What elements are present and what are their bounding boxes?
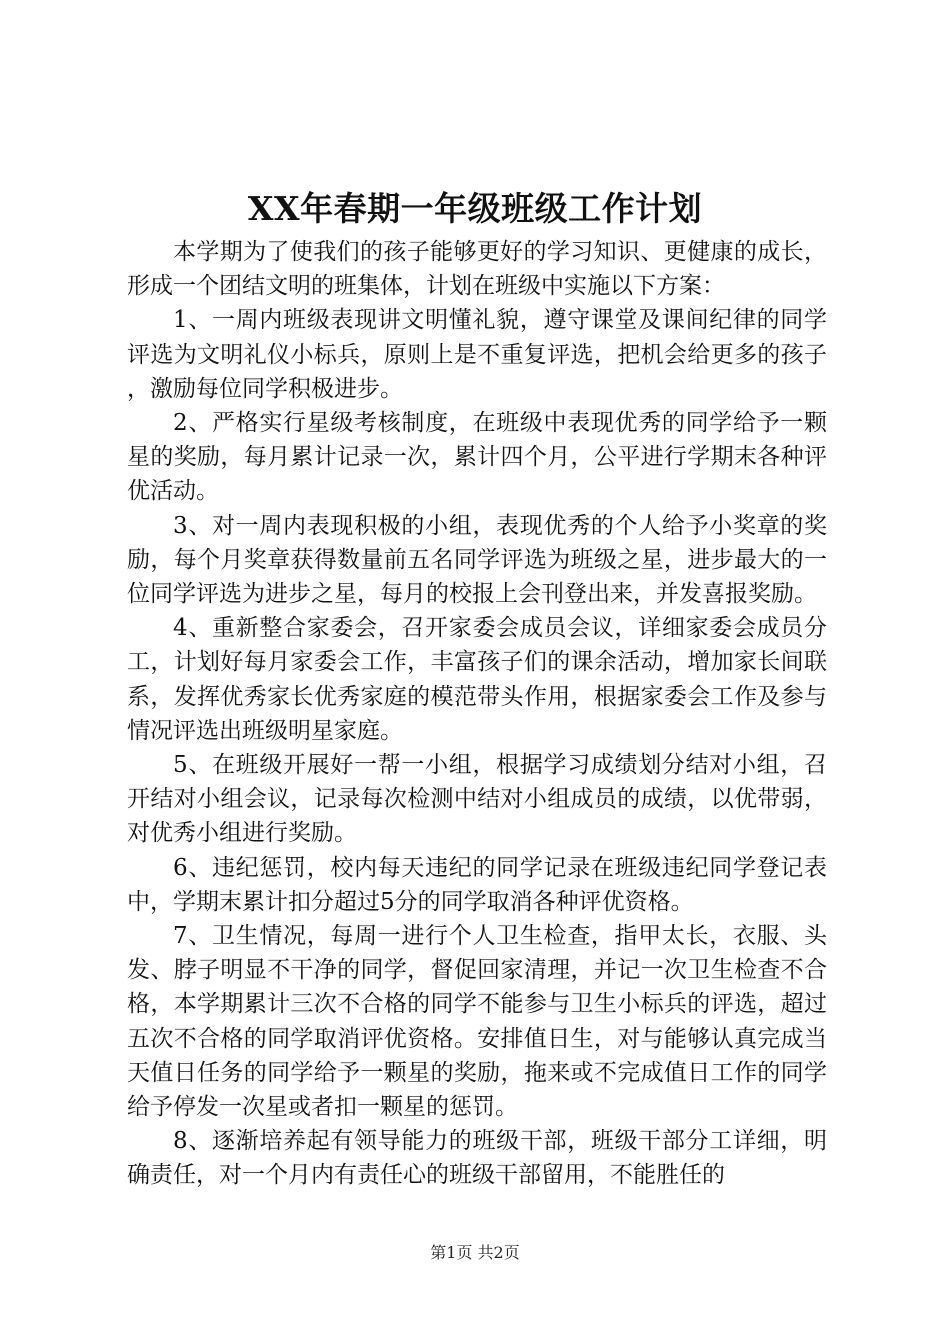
plan-item-4: 4、重新整合家委会，召开家委会成员会议，详细家委会成员分工，计划好每月家委会工作，丰富孩子们的课余活动，增加家长间联系，发挥优秀家长优秀家庭的模范带头作用，根据家委会工作及参与情况评选出班级明星家庭。 <box>127 615 827 744</box>
document-body <box>127 235 827 1193</box>
plan-item-5: 5、在班级开展好一帮一小组，根据学习成绩划分结对小组，召开结对小组会议，记录每次检测中结对小组成员的成绩，以优带弱，对优秀小组进行奖励。 <box>127 752 827 847</box>
document-title: XX年春期一年级班级工作计划 <box>247 189 703 228</box>
plan-item-6: 6、违纪惩罚，校内每天违纪的同学记录在班级违纪同学登记表中，学期末累计扣分超过5分的同学取消各种评优资格。 <box>127 854 827 915</box>
plan-item-8: 8、逐渐培养起有领导能力的班级干部，班级干部分工详细，明确责任，对一个月内有责任心的班级干部留用，不能胜任的 <box>127 1128 827 1189</box>
plan-item-7: 7、卫生情况，每周一进行个人卫生检查，指甲太长，衣服、头发、脖子明显不干净的同学，督促回家清理，并记一次卫生检查不合格，本学期累计三次不合格的同学不能参与卫生小标兵的评选，超过五次不合格的同学取消评优资格。安排值日生，对与能够认真完成当天值日任务的同学给予一颗星的奖励，拖来或不完成值日工作的同学给予停发一次星或者扣一颗星的惩罚。 <box>127 923 827 1121</box>
intro-paragraph: 本学期为了使我们的孩子能够更好的学习知识、更健康的成长，形成一个团结文明的班集体，计划在班级中实施以下方案： <box>127 239 827 300</box>
plan-item-3: 3、对一周内表现积极的小组，表现优秀的个人给予小奖章的奖励，每个月奖章获得数量前五名同学评选为班级之星，进步最大的一位同学评选为进步之星，每月的校报上会刊登出来，并发喜报奖励。 <box>127 512 827 608</box>
plan-item-1: 1、一周内班级表现讲文明懂礼貌，遵守课堂及课间纪律的同学评选为文明礼仪小标兵，原则上是不重复评选，把机会给更多的孩子，激励每位同学积极进步。 <box>127 307 827 402</box>
plan-item-2: 2、严格实行星级考核制度，在班级中表现优秀的同学给予一颗星的奖励，每月累计记录一次，累计四个月，公平进行学期末各种评优活动。 <box>127 410 827 505</box>
page-number-footer: 第1页 共2页 <box>430 1243 520 1262</box>
